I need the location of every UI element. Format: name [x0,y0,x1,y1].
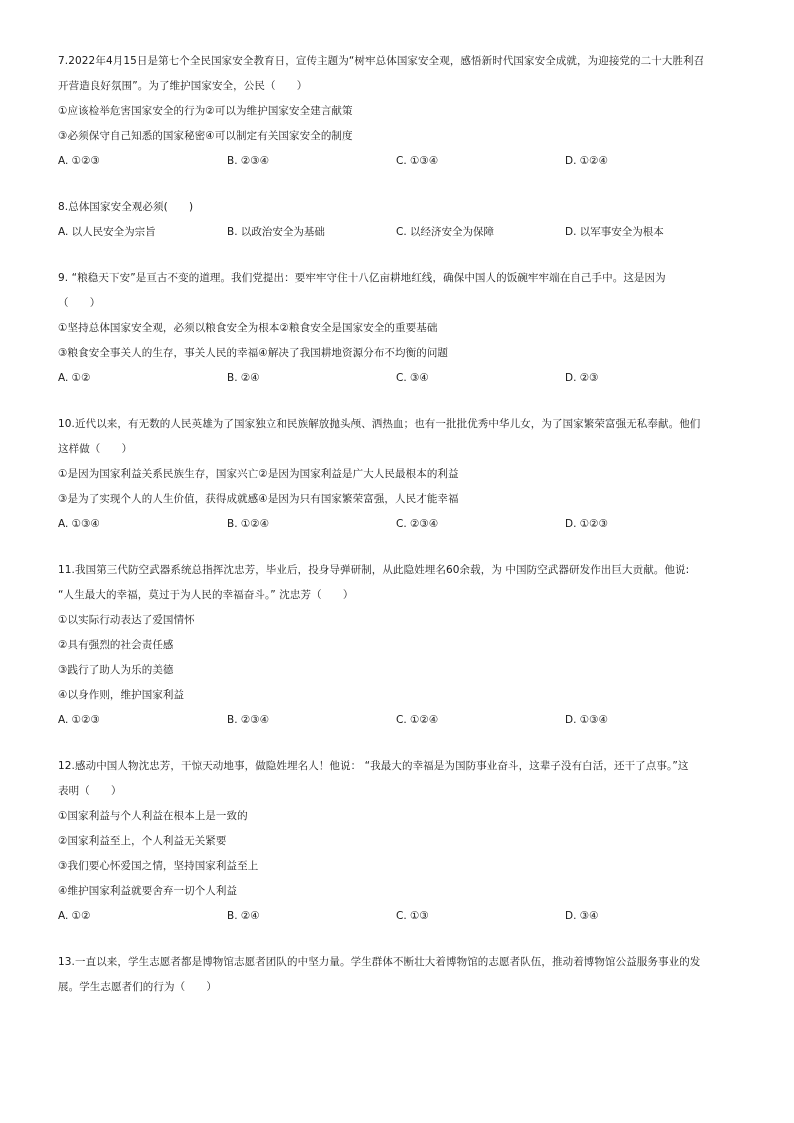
question-stem: 展。学生志愿者们的行为（ ） [58,981,217,993]
option-a[interactable]: A. ①② [58,372,91,384]
answer-options [58,708,734,733]
question-12 [58,754,734,929]
statement-line: ③必须保守自己知悉的国家秘密④可以制定有关国家安全的制度 [58,130,353,142]
question-stem: 7.2022年4月15日是第七个全民国家安全教育日，宣传主题为“树牢总体国家安全观，感悟新时代国家安全成就，为迎接党的二十大胜利召 [58,55,705,67]
option-d[interactable]: D. ②③ [565,372,599,384]
question-stem: 9. “粮稳天下安”是亘古不变的道理。我们党提出：要牢牢守住十八亿亩耕地红线，确保中国人的饭碗牢牢端在自己手中。这是因为 [58,272,666,284]
question-stem: “人生最大的幸福，莫过于为人民的幸福奋斗。” 沈忠芳（ ） [58,589,354,601]
statement-line: ①坚持总体国家安全观，必须以粮食安全为根本②粮食安全是国家安全的重要基础 [58,322,438,334]
option-b[interactable]: B. ①②④ [227,518,270,530]
statement-line: ③是为了实现个人的人生价值，获得成就感④是因为只有国家繁荣富强，人民才能幸福 [58,493,459,505]
question-stem: 13.一直以来，学生志愿者都是博物馆志愿者团队的中坚力量。学生群体不断壮大着博物馆的志愿者队伍，推动着博物馆公益服务事业的发 [58,956,701,968]
option-c[interactable]: C. ①③④ [396,155,439,167]
option-b[interactable]: B. ②③④ [227,155,270,167]
question-stem: 8.总体国家安全观必须( ) [58,201,194,213]
question-13 [58,950,734,1000]
answer-options [58,220,734,245]
statement-line: ①以实际行动表达了爱国情怀 [58,614,195,626]
option-a[interactable]: A. ①③④ [58,518,100,530]
statement-line: ①应该检举危害国家安全的行为②可以为维护国家安全建言献策 [58,105,353,117]
option-d[interactable]: D. ①②③ [565,518,608,530]
answer-options [58,149,734,174]
statement-line: ①国家利益与个人利益在根本上是一致的 [58,810,248,822]
statement-line: ②具有强烈的社会责任感 [58,639,174,651]
question-stem: 开营造良好氛围”。为了维护国家安全，公民（ ） [58,80,308,92]
answer-options [58,366,734,391]
question-7 [58,49,734,174]
option-a[interactable]: A. 以人民安全为宗旨 [58,226,156,238]
question-stem: 表明（ ） [58,785,122,797]
statement-line: ②国家利益至上，个人利益无关紧要 [58,835,227,847]
option-b[interactable]: B. ②③④ [227,714,270,726]
statement-line: ③粮食安全事关人的生存，事关人民的幸福④解决了我国耕地资源分布不均衡的问题 [58,347,449,359]
option-d[interactable]: D. ③④ [565,910,599,922]
question-stem: 这样做（ ） [58,443,133,455]
option-c[interactable]: C. ②③④ [396,518,439,530]
question-9 [58,266,734,391]
option-c[interactable]: C. 以经济安全为保障 [396,226,495,238]
question-stem: （ ） [58,297,101,309]
option-d[interactable]: D. ①②④ [565,155,608,167]
option-c[interactable]: C. ①②④ [396,714,439,726]
option-a[interactable]: A. ①②③ [58,155,100,167]
option-c[interactable]: C. ③④ [396,372,429,384]
question-8 [58,195,734,245]
option-a[interactable]: A. ①② [58,910,91,922]
statement-line: ③我们要心怀爱国之情，坚持国家利益至上 [58,860,259,872]
question-11 [58,558,734,733]
question-10 [58,412,734,537]
answer-options [58,512,734,537]
option-b[interactable]: B. ②④ [227,372,260,384]
option-d[interactable]: D. 以军事安全为根本 [565,226,664,238]
statement-line: ③践行了助人为乐的美德 [58,664,174,676]
option-b[interactable]: B. 以政治安全为基础 [227,226,325,238]
question-stem: 10.近代以来，有无数的人民英雄为了国家独立和民族解放抛头颅、洒热血；也有一批批优秀中华儿女，为了国家繁荣富强无私奉献。他们 [58,418,701,430]
statement-line: ④以身作则，维护国家利益 [58,689,185,701]
statement-line: ①是因为国家利益关系民族生存，国家兴亡②是因为国家利益是广大人民最根本的利益 [58,468,459,480]
statement-line: ④维护国家利益就要舍弃一切个人利益 [58,885,238,897]
option-d[interactable]: D. ①③④ [565,714,608,726]
option-a[interactable]: A. ①②③ [58,714,100,726]
option-b[interactable]: B. ②④ [227,910,260,922]
option-c[interactable]: C. ①③ [396,910,429,922]
answer-options [58,904,734,929]
question-stem: 11.我国第三代防空武器系统总指挥沈忠芳，毕业后，投身导弹研制，从此隐姓埋名60余载，为 中国防空武器研发作出巨大贡献。他说: [58,564,690,576]
question-stem: 12.感动中国人物沈忠芳，干惊天动地事，做隐姓埋名人！他说： “我最大的幸福是为国防事业奋斗，这辈子没有白活，还干了点事。”这 [58,760,689,772]
